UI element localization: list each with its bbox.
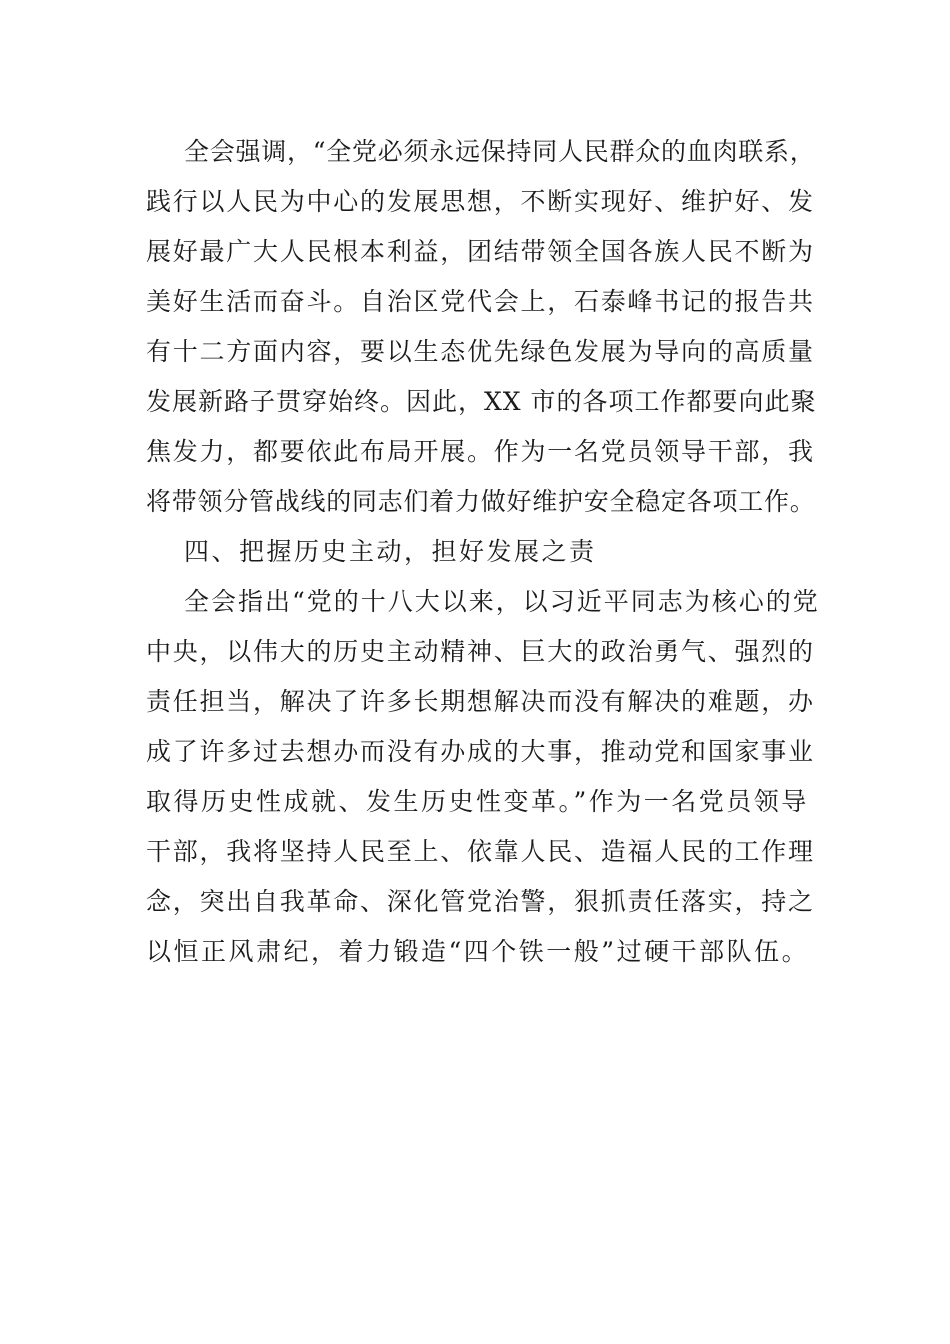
paragraph-1-line-8: 将带领分管战线的同志们着力做好维护安全稳定各项工作。 <box>146 487 816 516</box>
paragraph-1-line-7: 焦发力，都要依此布局开展。作为一名党员领导干部，我 <box>146 437 815 466</box>
paragraph-2-line-2: 中央，以伟大的历史主动精神、巨大的政治勇气、强烈的 <box>146 637 815 666</box>
paragraph-2-line-8: 以恒正风肃纪，着力锻造“四个铁一般”过硬干部队伍。 <box>146 937 810 966</box>
paragraph-1-line-4: 美好生活而奋斗。自治区党代会上，石泰峰书记的报告共 <box>146 287 815 316</box>
paragraph-2-line-6: 干部，我将坚持人民至上、依靠人民、造福人民的工作理 <box>146 837 815 866</box>
paragraph-2-line-1: 全会指出“党的十八大以来，以习近平同志为核心的党 <box>184 587 820 616</box>
paragraph-2-line-4: 成了许多过去想办而没有办成的大事，推动党和国家事业 <box>146 737 815 766</box>
paragraph-1-line-1: 全会强调，“全党必须永远保持同人民群众的血肉联系， <box>184 137 816 166</box>
paragraph-1-line-6: 发展新路子贯穿始终。因此，XX 市的各项工作都要向此聚 <box>146 387 817 416</box>
paragraph-1-line-5: 有十二方面内容，要以生态优先绿色发展为导向的高质量 <box>146 337 815 366</box>
paragraph-2-line-7: 念，突出自我革命、深化管党治警，狠抓责任落实，持之 <box>146 887 815 916</box>
paragraph-2-line-5: 取得历史性成就、发生历史性变革。”作为一名党员领导 <box>146 787 809 816</box>
section-heading: 四、把握历史主动，担好发展之责 <box>184 537 597 566</box>
paragraph-1-line-2: 践行以人民为中心的发展思想，不断实现好、维护好、发 <box>146 187 815 216</box>
paragraph-2-line-3: 责任担当，解决了许多长期想解决而没有解决的难题，办 <box>146 687 815 716</box>
paragraph-1-line-3: 展好最广大人民根本利益，团结带领全国各族人民不断为 <box>146 237 815 266</box>
